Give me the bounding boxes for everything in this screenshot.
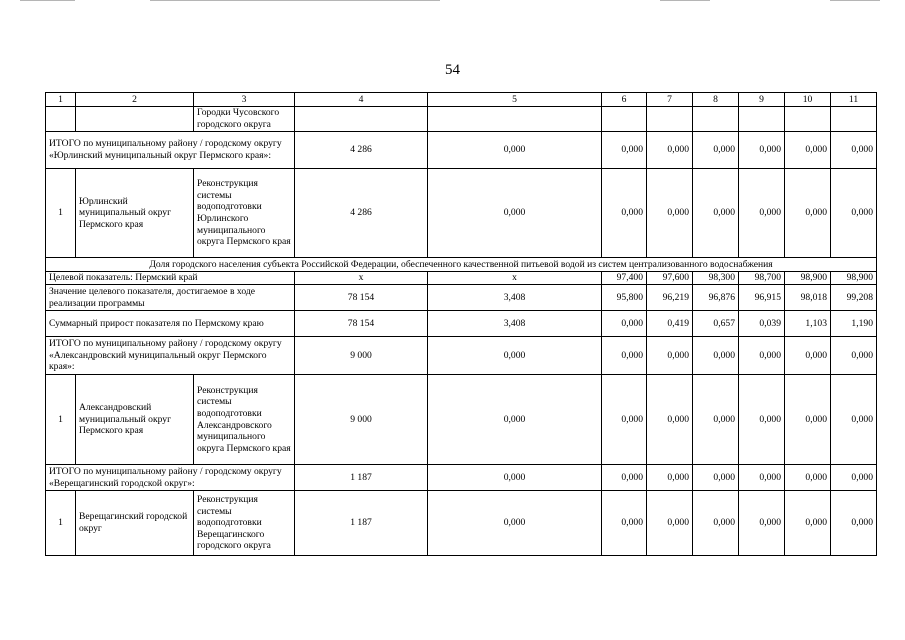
value-cell: 97,600 — [647, 272, 693, 285]
value-cell: 96,876 — [693, 285, 739, 311]
value-cell: 0,000 — [785, 169, 831, 258]
value-cell: 0,000 — [785, 132, 831, 169]
value-cell: 0,000 — [739, 169, 785, 258]
total-label: ИТОГО по муниципальному району / городскому округу «Юрлинский муниципальный округ Пермского края»: — [46, 132, 295, 169]
value-cell: 0,039 — [739, 311, 785, 337]
value-cell: 0,000 — [602, 132, 647, 169]
value-cell: 9 000 — [295, 337, 428, 375]
value-cell: 0,000 — [647, 491, 693, 556]
total-row-aleksandrovsk — [46, 337, 877, 375]
column-number-cell: 8 — [693, 93, 739, 107]
value-cell: 96,915 — [739, 285, 785, 311]
value-cell: 0,000 — [831, 169, 877, 258]
value-cell: 0,419 — [647, 311, 693, 337]
value-cell: 0,000 — [647, 465, 693, 491]
value-cell: 0,000 — [739, 375, 785, 465]
row-number: 1 — [46, 169, 76, 258]
value-cell: 0,000 — [647, 337, 693, 375]
value-cell: 0,000 — [693, 491, 739, 556]
object-row-yurla — [46, 169, 877, 258]
value-cell: 3,408 — [428, 311, 602, 337]
value-cell: 0,000 — [831, 337, 877, 375]
value-cell: 0,000 — [693, 337, 739, 375]
achieved-value-label: Значение целевого показателя, достигаемое в ходе реализации программы — [46, 285, 295, 311]
object-row-vereshchagino — [46, 491, 877, 556]
total-row-yurla — [46, 132, 877, 169]
achieved-value-row — [46, 285, 877, 311]
value-cell: 0,000 — [428, 491, 602, 556]
value-cell: 0,000 — [602, 375, 647, 465]
value-cell: 0,000 — [602, 465, 647, 491]
measure-description: Реконструкция системы водоподготовки Верещагинского городского округа — [194, 491, 295, 556]
top-divider-far-right — [830, 0, 880, 1]
value-cell: 78 154 — [295, 311, 428, 337]
value-cell: 1,190 — [831, 311, 877, 337]
value-cell: 0,000 — [785, 337, 831, 375]
value-cell: 0,000 — [831, 375, 877, 465]
value-cell: 98,018 — [785, 285, 831, 311]
value-cell: x — [428, 272, 602, 285]
value-cell: 0,000 — [739, 491, 785, 556]
value-cell: 0,000 — [602, 169, 647, 258]
column-number-cell: 5 — [428, 93, 602, 107]
row-number: 1 — [46, 375, 76, 465]
value-cell: 96,219 — [647, 285, 693, 311]
value-cell: 0,000 — [739, 337, 785, 375]
top-divider-middle — [150, 0, 440, 1]
measure-description: Реконструкция системы водоподготовки Юрлинского муниципального округа Пермского края — [194, 169, 295, 258]
value-cell: 1 187 — [295, 491, 428, 556]
value-cell: 98,900 — [785, 272, 831, 285]
value-cell: x — [295, 272, 428, 285]
measure-description: Городки Чусовского городского округа — [194, 107, 295, 132]
value-cell: 0,000 — [785, 491, 831, 556]
value-cell: 0,000 — [831, 132, 877, 169]
column-number-cell: 4 — [295, 93, 428, 107]
row-number: 1 — [46, 491, 76, 556]
value-cell: 0,000 — [428, 337, 602, 375]
value-cell: 1 187 — [295, 465, 428, 491]
value-cell: 0,000 — [428, 375, 602, 465]
value-cell: 0,000 — [647, 132, 693, 169]
value-cell: 0,000 — [428, 465, 602, 491]
column-number-cell: 10 — [785, 93, 831, 107]
value-cell: 0,657 — [693, 311, 739, 337]
value-cell: 4 286 — [295, 169, 428, 258]
value-cell: 9 000 — [295, 375, 428, 465]
value-cell: 0,000 — [831, 465, 877, 491]
measure-description: Реконструкция системы водоподготовки Александровского муниципального округа Пермского края — [194, 375, 295, 465]
value-cell: 0,000 — [602, 311, 647, 337]
value-cell: 4 286 — [295, 132, 428, 169]
value-cell: 0,000 — [831, 491, 877, 556]
value-cell: 0,000 — [739, 132, 785, 169]
value-cell: 0,000 — [785, 465, 831, 491]
value-cell: 0,000 — [602, 337, 647, 375]
column-number-cell: 6 — [602, 93, 647, 107]
object-row-aleksandrovsk — [46, 375, 877, 465]
continued-row — [46, 107, 877, 132]
value-cell: 98,700 — [739, 272, 785, 285]
value-cell: 1,103 — [785, 311, 831, 337]
top-divider-left — [20, 0, 75, 1]
total-increase-row — [46, 311, 877, 337]
column-number-cell: 3 — [194, 93, 295, 107]
total-row-vereshchagino — [46, 465, 877, 491]
value-cell: 97,400 — [602, 272, 647, 285]
value-cell: 0,000 — [693, 465, 739, 491]
municipality-name: Верещагинский городской округ — [76, 491, 194, 556]
program-table — [45, 92, 877, 556]
value-cell: 3,408 — [428, 285, 602, 311]
value-cell: 95,800 — [602, 285, 647, 311]
value-cell: 0,000 — [785, 375, 831, 465]
page-number: 54 — [445, 62, 460, 78]
column-number-cell: 11 — [831, 93, 877, 107]
target-indicator-label: Целевой показатель: Пермский край — [46, 272, 295, 285]
top-divider-right — [660, 0, 710, 1]
value-cell: 0,000 — [693, 375, 739, 465]
value-cell: 0,000 — [693, 132, 739, 169]
municipality-name: Юрлинский муниципальный округ Пермского края — [76, 169, 194, 258]
value-cell: 98,900 — [831, 272, 877, 285]
value-cell: 0,000 — [693, 169, 739, 258]
total-label: ИТОГО по муниципальному району / городскому округу «Верещагинский городской округ»: — [46, 465, 295, 491]
value-cell: 0,000 — [602, 491, 647, 556]
total-increase-label: Суммарный прирост показателя по Пермскому краю — [46, 311, 295, 337]
value-cell: 99,208 — [831, 285, 877, 311]
column-number-row — [46, 93, 877, 107]
column-number-cell: 9 — [739, 93, 785, 107]
value-cell: 0,000 — [428, 132, 602, 169]
value-cell: 78 154 — [295, 285, 428, 311]
column-number-cell: 7 — [647, 93, 693, 107]
value-cell: 0,000 — [739, 465, 785, 491]
value-cell: 98,300 — [693, 272, 739, 285]
section-heading: Доля городского населения субъекта Российской Федерации, обеспеченного качественной питьевой водой из систем централизованного водоснабжения — [46, 258, 877, 272]
value-cell: 0,000 — [647, 169, 693, 258]
column-number-cell: 2 — [76, 93, 194, 107]
section-heading-row — [46, 258, 877, 272]
target-indicator-row — [46, 272, 877, 285]
total-label: ИТОГО по муниципальному району / городскому округу «Александровский муниципальный округ Пермского края»: — [46, 337, 295, 375]
column-number-cell: 1 — [46, 93, 76, 107]
value-cell: 0,000 — [428, 169, 602, 258]
municipality-name: Александровский муниципальный округ Пермского края — [76, 375, 194, 465]
value-cell: 0,000 — [647, 375, 693, 465]
